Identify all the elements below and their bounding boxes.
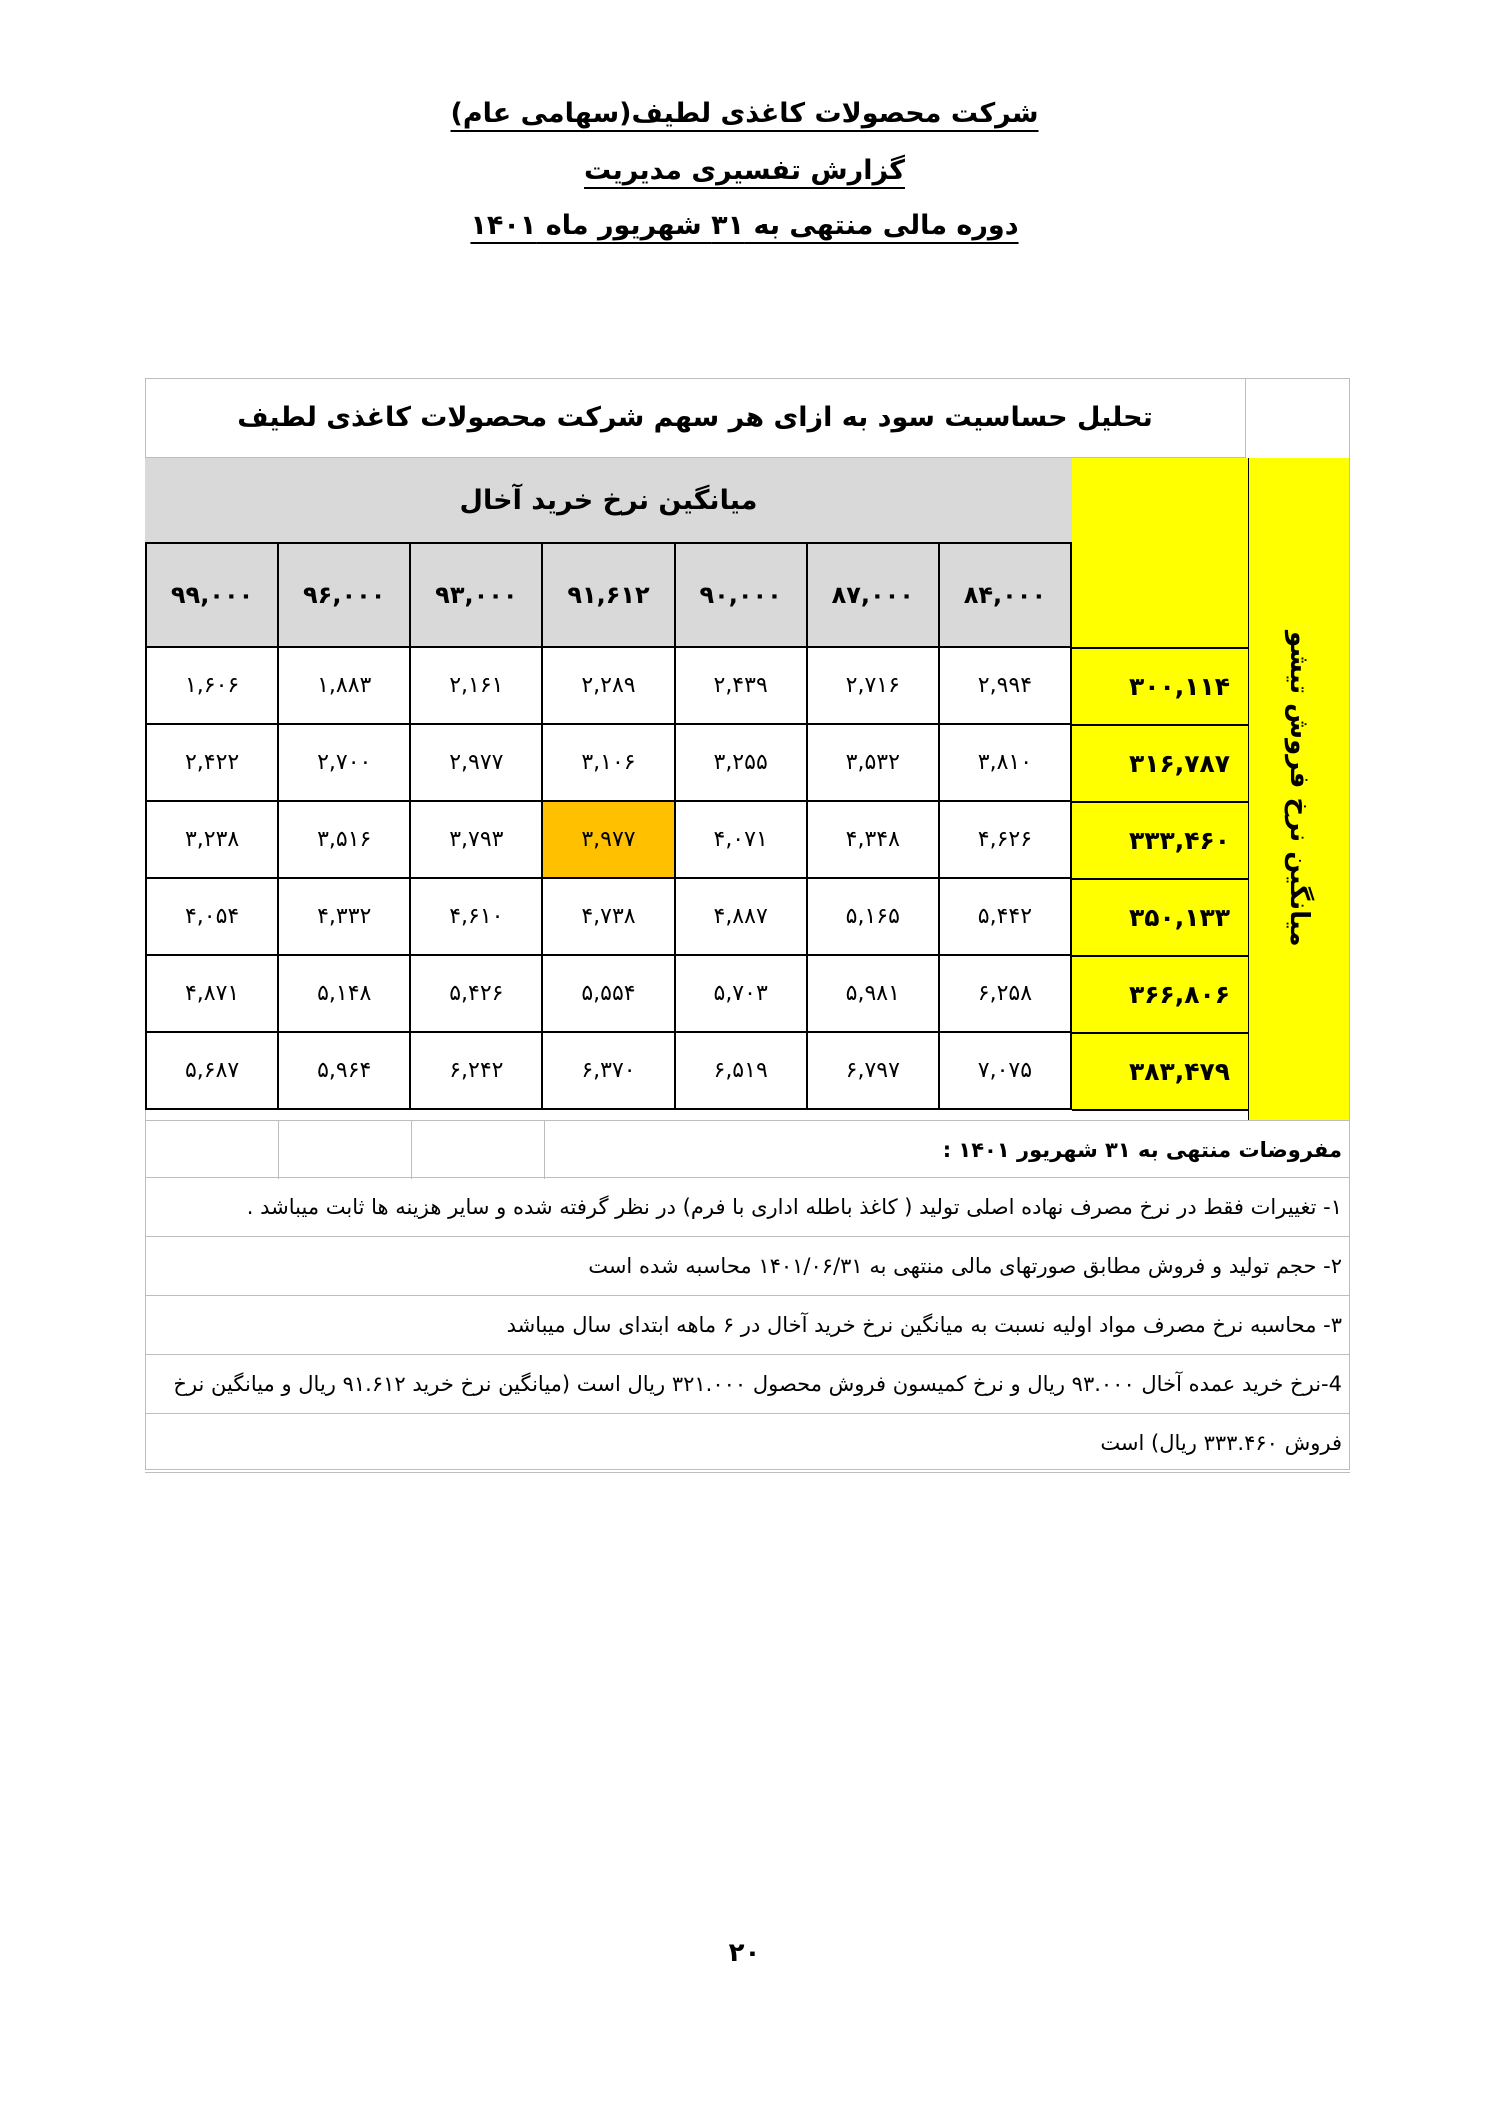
eps-cell: ۲,۲۸۹ xyxy=(542,647,674,724)
eps-cell: ۴,۰۷۱ xyxy=(675,801,807,878)
sell-price-cell: ۳۳۳,۴۶۰ xyxy=(1072,802,1248,879)
sell-price-header: میانگین نرخ فروش تیشو xyxy=(1248,458,1349,1120)
eps-cell: ۳,۲۳۸ xyxy=(146,801,278,878)
eps-cell: ۴,۳۳۲ xyxy=(278,878,410,955)
notes-title: مفروضات منتهی به ۳۱ شهریور ۱۴۰۱ : xyxy=(942,1138,1342,1162)
sell-column-spacer xyxy=(1072,542,1248,647)
eps-cell: ۳,۲۵۵ xyxy=(675,724,807,801)
period-title: دوره مالی منتهی به ۳۱ شهریور ماه ۱۴۰۱ xyxy=(470,210,1019,241)
page-number: ۲۰ xyxy=(728,1938,761,1968)
table-row xyxy=(146,1032,1071,1109)
note-item: 4-نرخ خرید عمده آخال ۹۳.۰۰۰ ریال و نرخ کمیسون فروش محصول ۳۲۱.۰۰۰ ریال است (میانگین نرخ خرید ۹۱.۶۱۲ ریال و میانگین نرخ xyxy=(145,1355,1350,1414)
eps-cell: ۶,۳۷۰ xyxy=(542,1032,674,1109)
table-row xyxy=(146,724,1071,801)
notes-header-row xyxy=(145,1120,1350,1178)
table-row xyxy=(146,955,1071,1032)
eps-cell: ۷,۰۷۵ xyxy=(939,1032,1071,1109)
base-case-cell: ۳,۹۷۷ xyxy=(542,801,674,878)
report-title: گزارش تفسیری مدیریت xyxy=(584,155,905,186)
sell-price-cell: ۳۰۰,۱۱۴ xyxy=(1072,648,1248,725)
eps-cell: ۳,۷۹۳ xyxy=(410,801,542,878)
empty-cell xyxy=(278,1121,412,1179)
sell-price-cell: ۳۶۶,۸۰۶ xyxy=(1072,956,1248,1033)
table-row xyxy=(146,878,1071,955)
note-item: فروش ۳۳۳.۴۶۰ ریال) است xyxy=(145,1414,1350,1473)
note-item: ۲- حجم تولید و فروش مطابق صورتهای مالی منتهی به ۱۴۰۱/۰۶/۳۱ محاسبه شده است xyxy=(145,1237,1350,1296)
eps-cell: ۲,۴۲۲ xyxy=(146,724,278,801)
eps-cell: ۳,۸۱۰ xyxy=(939,724,1071,801)
buy-price-cell: ۸۴,۰۰۰ xyxy=(939,543,1071,647)
table-title: تحلیل حساسیت سود به ازای هر سهم شرکت محصولات کاغذی لطیف xyxy=(145,378,1246,458)
eps-cell: ۶,۲۵۸ xyxy=(939,955,1071,1032)
buy-price-cell: ۹۳,۰۰۰ xyxy=(410,543,542,647)
empty-cell xyxy=(411,1121,545,1179)
eps-cell: ۶,۲۴۲ xyxy=(410,1032,542,1109)
eps-cell: ۲,۷۰۰ xyxy=(278,724,410,801)
buy-price-cell: ۹۰,۰۰۰ xyxy=(675,543,807,647)
eps-cell: ۴,۷۳۸ xyxy=(542,878,674,955)
eps-cell: ۶,۵۱۹ xyxy=(675,1032,807,1109)
note-item: ۳- محاسبه نرخ مصرف مواد اولیه نسبت به میانگین نرخ خرید آخال در ۶ ماهه ابتدای سال میباشد xyxy=(145,1296,1350,1355)
eps-cell: ۲,۴۳۹ xyxy=(675,647,807,724)
eps-cell: ۵,۶۸۷ xyxy=(146,1032,278,1109)
eps-cell: ۲,۹۷۷ xyxy=(410,724,542,801)
table-row xyxy=(146,801,1071,878)
sell-price-cell: ۳۱۶,۷۸۷ xyxy=(1072,725,1248,802)
eps-cell: ۴,۶۱۰ xyxy=(410,878,542,955)
buy-price-cell: ۹۶,۰۰۰ xyxy=(278,543,410,647)
eps-cell: ۴,۳۴۸ xyxy=(807,801,939,878)
sell-corner xyxy=(1072,458,1248,542)
eps-cell: ۳,۱۰۶ xyxy=(542,724,674,801)
eps-cell: ۴,۶۲۶ xyxy=(939,801,1071,878)
eps-cell: ۵,۱۴۸ xyxy=(278,955,410,1032)
eps-cell: ۳,۵۳۲ xyxy=(807,724,939,801)
eps-cell: ۱,۸۸۳ xyxy=(278,647,410,724)
eps-cell: ۵,۴۲۶ xyxy=(410,955,542,1032)
sensitivity-grid xyxy=(145,542,1072,1110)
buy-price-cell: ۹۹,۰۰۰ xyxy=(146,543,278,647)
eps-cell: ۴,۸۷۱ xyxy=(146,955,278,1032)
eps-cell: ۶,۷۹۷ xyxy=(807,1032,939,1109)
empty-cell xyxy=(145,1121,279,1179)
eps-cell: ۵,۱۶۵ xyxy=(807,878,939,955)
eps-cell: ۵,۷۰۳ xyxy=(675,955,807,1032)
eps-cell: ۳,۵۱۶ xyxy=(278,801,410,878)
table-row xyxy=(146,647,1071,724)
eps-cell: ۵,۵۵۴ xyxy=(542,955,674,1032)
sell-price-cell: ۳۵۰,۱۳۳ xyxy=(1072,879,1248,956)
eps-cell: ۵,۹۶۴ xyxy=(278,1032,410,1109)
company-title: شرکت محصولات کاغذی لطیف(سهامی عام) xyxy=(450,98,1039,129)
eps-cell: ۲,۱۶۱ xyxy=(410,647,542,724)
sell-price-column xyxy=(1072,647,1248,1111)
eps-cell: ۴,۸۸۷ xyxy=(675,878,807,955)
buy-price-row xyxy=(146,543,1071,647)
buy-price-cell: ۸۷,۰۰۰ xyxy=(807,543,939,647)
eps-cell: ۵,۹۸۱ xyxy=(807,955,939,1032)
eps-cell: ۲,۹۹۴ xyxy=(939,647,1071,724)
eps-cell: ۱,۶۰۶ xyxy=(146,647,278,724)
eps-cell: ۵,۴۴۲ xyxy=(939,878,1071,955)
sell-price-cell: ۳۸۳,۴۷۹ xyxy=(1072,1033,1248,1110)
buy-price-cell: ۹۱,۶۱۲ xyxy=(542,543,674,647)
note-item: ۱- تغییرات فقط در نرخ مصرف نهاده اصلی تولید ( کاغذ باطله اداری با فرم) در نظر گرفته شده و سایر هزینه ها ثابت میباشد . xyxy=(145,1178,1350,1237)
eps-cell: ۲,۷۱۶ xyxy=(807,647,939,724)
eps-cell: ۴,۰۵۴ xyxy=(146,878,278,955)
buy-price-header: میانگین نرخ خرید آخال xyxy=(145,458,1072,542)
